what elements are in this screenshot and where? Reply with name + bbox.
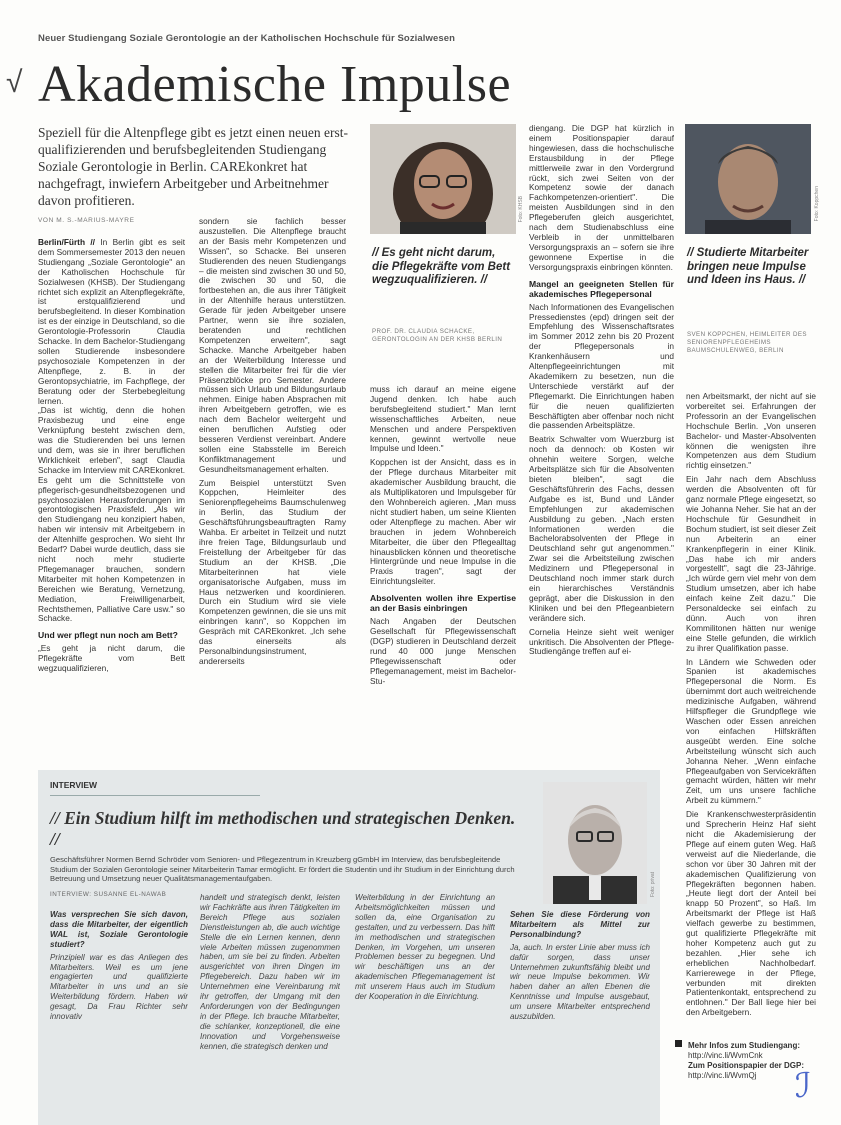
- pull-quote-1-caption: PROF. DR. CLAUDIA SCHACKE, GERONTOLOGIN AN DER KHSB BERLIN: [372, 328, 503, 343]
- interview-label: INTERVIEW: [50, 780, 98, 790]
- dateline: Berlin/Fürth //: [38, 238, 95, 247]
- info-box: [675, 1040, 805, 1081]
- interview-answer-1-cont: handelt und strategisch denkt, leisten wir Fachkräfte aus ihren Tätigkeiten im Bereich Pflege aus sozialen Dienstleistungen ab, die auch wichtige Stelle die ein Lernen kennen, denn viele Arbeiten müssen zugenommen haben, um sie bei zu finden. Arbeiten ausgerichtet von ihren Dingen im Pflegebereich. Dazu haben wir im Unternehmen eine Vereinbarung mit ihr getroffen, der Umgang mit den Anforderungen von der Bedingungen in der Pflege. Ich brauche Mitarbeiter, die schlanker, konzeptionell, die eine Innovation und Vorgehensweise kennen, die strategisch denken und: [200, 893, 340, 1051]
- col4-paragraph-3: Beatrix Schwalter vom Wuerzburg ist noch da dennoch: ob Kosten wir ohnehin weitere Sorgen, welche Arbeitsplätze sich für die Absolventen bieten bleiben", sagt die Geschäftsführerin des Fachs, dessen Aufgabe es ist, Bund und Länder Empfehlungen zur akademischen Ausbildung zu geben. „Nach ersten Informationen werden die Bachelorabsolventen der Pflege in Deutschland sehr gut angenommen." Zwar sei die Arbeitsteilung zwischen Medizinern und Pflegepersonal in Deutschland noch immer stark durch ein hierarchisches Verständnis geprägt, aber die Diskussion in den Kliniken und bei den Pflegeanbietern verändere sich.: [529, 434, 674, 623]
- interview-question-2: Sehen Sie diese Förderung von Mitarbeitern als Mittel zur Personalbindung?: [510, 910, 650, 939]
- col1-paragraph-3: „Es geht ja nicht darum, die Pflegekräfte vom Bett wegzuqualifizieren,: [38, 643, 185, 674]
- col3-paragraph-2: Koppchen ist der Ansicht, dass es in der Pflege durchaus Mitarbeiter mit akademischer Ausbildung braucht, die als Multiplikatoren und Impulsgeber für den Wohnbereich agieren. „Man muss nicht studiert haben, um seine Klienten oder Altenpflege zu machen. Aber wir brauchen in jedem Wohnbereich Mitarbeiter, die über den Pflegealltag hinausblicken können und theoretische Hintergründe und neue Impulse in die Praxis tragen", sagt der Einrichtungsleiter.: [370, 457, 516, 587]
- col3-subheading: Absolventen wollen ihre Expertise an der Basis einbringen: [370, 593, 516, 614]
- col4-subheading: Mangel an geeigneten Stellen für akademisches Pflegepersonal: [529, 278, 674, 299]
- col5-paragraph-3: In Ländern wie Schweden oder Spanien ist akademisches Pflegepersonal die Norm. Es übernimmt dort auch weitreichende medizinische Aufgaben, während Hilfspfleger die Grundpflege wie Waschen oder Essen anreichen von einfachen Hilfskräften ausgeübt werden. Eine solche Arbeitsteilung wünscht sich auch Johanna Neher. „Wenn einfache Pflegeaufgaben von Servicekräften gemacht würden, hätten wir mehr Zeit, um uns unsere fachliche Arbeit zu kümmern.": [686, 656, 816, 806]
- article-column-1: [38, 238, 185, 726]
- interview-answer-1-end: Weiterbildung in der Einrichtung an Arbeitsmöglichkeiten müssen und sollen da, eine Organisation zu gestalten, und zu verbessern. Das hilft im methodischen und strategischen Denken, im Vorgehen, um unseren Problemen besser zu begegnen. Und wir beschäftigen uns an der akademischen Pflegemanagement ist mit unserem Haus auch im Studium der Kooperation in die Einrichtung.: [355, 893, 495, 1002]
- kicker-line: Neuer Studiengang Soziale Gerontologie an der Katholischen Hochschule für Sozialwesen: [38, 33, 456, 44]
- interview-column-3: [355, 893, 495, 1118]
- interview-intro: Geschäftsführer Normen Bernd Schröder vom Senioren- und Pflegezentrum in Kreuzberg gGmbH im Interview, das berufsbegleitende Studium der Sozialen Gerontologie seiner Mitarbeiterin Tamar ermöglicht. Er fördert die Studentin und ihr Studium in der Einrichtung durch Betreuung und Umsetzung neuer Qualitätsmanagementaufgaben.: [50, 855, 515, 883]
- col4-paragraph-2: Nach Informationen des Evangelischen Pressedienstes (epd) dringen seit der Empfehlung des Wissenschaftsrates im Sommer 2012 zehn bis 20 Prozent der Pflegepersonals in Krankenhäusern und Altenpflegeeinrichtungen mit Akademikern zu besetzen, nun die Unterschiede verstärkt auf der Pflegemarkt. Die Einrichtungen haben für die neuen qualifizierten Beschäftigten aber offenbar noch nicht die passenden Arbeitsplätze.: [529, 301, 674, 431]
- interview-column-2: [200, 893, 340, 1118]
- col2-paragraph-2: Zum Beispiel unterstützt Sven Koppchen, Heimleiter des Seniorenpflegeheims Baumschulenweg in Berlin, das Studium der Geschäftsführungsbeauftragten Ramy Wahba. Er arbeitet in Teilzeit und nutzt ihre freien Tage, Bildungsurlaub und Freistellung der Arbeitgeber für das Studium an der KHSB. „Die Mitarbeiterinnen hat viele organisatorische Aufgaben, muss im Haus netzwerken und koordinieren. Durch ein Studium wird sie viele Kompetenzen gewinnen, die sie uns mit einbringen kann", so Koppchen im Gespräch mit CAREkonkret. „Ich sehe das einerseits als Personalbindungsinstrument, andererseits: [199, 477, 346, 666]
- headline: Akademische Impulse: [38, 56, 512, 113]
- interview-column-4: [510, 910, 650, 1120]
- col3-paragraph-3: Nach Angaben der Deutschen Gesellschaft für Pflegewissenschaft (DGP) studieren in Deutschland derzeit rund 40 000 junge Menschen Pflegewissenschaft oder Pflegemanagement, meist im Bachelor-Stu-: [370, 616, 516, 686]
- pull-quote-2: // Studierte Mitarbeiter bringen neue Impulse und Ideen ins Haus. //: [687, 247, 809, 286]
- article-column-4: [529, 124, 674, 738]
- col5-paragraph-4: Die Krankenschwesterpräsidentin und Sprecherin Heinz Haf sieht nicht die Akademisierung der Pflege auf einem guten Weg. Haß verweist auf die Niederlande, die schon vor über 30 Jahren mit der akademischen Qualifizierung von Pflegekräften begonnen haben. „Heute liegt dort der Anteil bei knapp 50 Prozent", so Haß. Im Arbeitsmarkt der Pflege ist Haß vielfach gewerbe zu bestimmen, gut qualifizierte Pflegekräfte mit hoher Kompetenz auch gut zu bezahlen. „Hier sehe ich erheblichen Nachholbedarf. Karrierewege in der Pflege, verbunden mit direkten Patientenkontakt, entsprechend zu entlohnen." Der Ball liege hier bei den Arbeitgebern.: [686, 809, 816, 1018]
- interview-column-1: [50, 910, 188, 1120]
- article-column-2: [199, 217, 346, 727]
- bullet-square-icon: [675, 1040, 682, 1047]
- photo-interviewee: [543, 782, 647, 904]
- photo-credit-1: Foto: KHSB: [518, 196, 524, 223]
- col5-paragraph-1: nen Arbeitsmarkt, der nicht auf sie vorbereitet sei. Erfahrungen der Professorin an der Evangelischen Hochschule Berlin. „Von unseren Bachelor- und Master-Absolventen können die wenigsten ihre Kompetenzen aus dem Studium richtig einsetzen.": [686, 392, 816, 471]
- interview-author: INTERVIEW: SUSANNE EL-NAWAB: [50, 891, 167, 898]
- info-label-1: Mehr Infos zum Studiengang:: [688, 1041, 800, 1050]
- lead-paragraph: Speziell für die Altenpflege gibt es jetzt einen neuen erst-qualifizierenden und berufsbegleitenden Studiengang Soziale Gerontologie in Berlin. CAREkonkret hat nachgefragt, inwiefern Arbeitgeber und Arbeitnehmer davon profitieren.: [38, 125, 349, 208]
- article-column-3: [370, 385, 516, 727]
- info-link-1[interactable]: http://vinc.li/WvmCnk: [688, 1051, 763, 1060]
- photo-credit-2: Foto: Koppchen: [814, 186, 820, 222]
- col4-paragraph-4: Cornelia Heinze sieht weit weniger unkritisch. Die Absolventen der Pflege-Studiengänge treffen auf ei-: [529, 626, 674, 657]
- info-link-2[interactable]: http://vinc.li/WvmQj: [688, 1071, 757, 1080]
- photo-claudia-schacke: [370, 124, 516, 234]
- photo-sven-koppchen: [685, 124, 811, 234]
- photo-credit-3: Foto: privat: [650, 872, 656, 898]
- interview-headline: // Ein Studium hilft im methodischen und strategischen Denken. //: [50, 808, 516, 849]
- interview-answer-1: Prinzipiell war es das Anliegen des Mitarbeiters. Weil es um jene engagierten und qualifizierte Mitarbeiter in uns und an sie Weiterbildung fördern. Haben wir gesagt, Da Frau Richter sehr innovativ: [50, 952, 188, 1022]
- col1-subheading: Und wer pflegt nun noch am Bett?: [38, 630, 178, 641]
- col2-paragraph-1: sondern sie fachlich besser auszustellen. Die Altenpflege braucht an der Basis mehr Kompetenzen und Wissen", so Schacke. Bei unseren Studierenden des neuen Studiengangs – die meisten sind zwischen 30 und 50, die zwischen 30 und 50, die fortbestehen an, die aus ihrer Tätigkeit in der Altenhilfe heraus unterstützen. Gerade für jeden Arbeitgeber unsere Partner, wenn sie ihre sozialen, beratenden und rechtlichen Kompetenzen erweitern", sagt Schacke. Manche Arbeitgeber haben an der Weiterbildung Interesse und stellen die Mitarbeiter frei für die vier Präsenzblöcke pro Semester. Andere müssen sich Urlaub und Bildungsurlaub nehmen. Einige haben Absprachen mit ihren Arbeitgebern getroffen, wie es nach dem Bachelor weitergeht und einen beruflichen Aufstieg oder besseren Verdienst vereinbart. Andere sollen eine Stabsstelle im Bereich Konfliktmanagement und Gesundheitsmanagement erhalten.: [199, 217, 346, 474]
- interview-answer-2: Ja, auch. In erster Linie aber muss ich dafür sorgen, dass unser Unternehmen zukunftsfähig bleibt und wir neue Impulse bekommen. Wir haben daher an allen Ebenen die Kenntnisse und Impulse ausgebaut, um unsere Mitarbeiter entsprechend auszubilden.: [510, 942, 650, 1022]
- col1-paragraph-1: In Berlin gibt es seit dem Sommersemester 2013 den neuen Studiengang „Soziale Gerontologie" an der Katholischen Hochschule für Sozialwesen (KHSB). Der Studiengang richtet sich explizit an Altenpflegekräfte, ist erstqualifizierend und berufsbegleitend. In dieser Kombination ist es der einzige in Deutschland, so die Gerontologie-Professorin Claudia Schacke. In dem Bachelor-Studiengang sollen Studierende insbesondere psychosoziale Kompetenzen in der Altenpflege, z. B. in der Gerontopsychiatrie, im Fachpflege, der Beratung oder der Sterbebegleitung lernen.: [38, 238, 185, 406]
- check-mark: √: [6, 66, 23, 99]
- article-author: VON M. S.-MARIUS-MAYRE: [38, 217, 135, 224]
- col4-paragraph-1: diengang. Die DGP hat kürzlich in einem Positionspapier darauf hingewiesen, dass die hochschulische Erstausbildung in der Pflege mittlerweile zwar in den Vordergrund rückt, sich zwei Seiten von der Kompetenz sowie der danach Fachkompetenzen-orientiert". Die meisten Ausbildungen sind in den Pflegeberufen gleich ausgerichtet, nach dem Studienabschluss eine Verbleib in der unmittelbaren Versorgungspraxis an – sofern sie ihre gewonnene Expertise in die Versorgungspraxis einbringen könnten.: [529, 124, 674, 272]
- info-label-2: Zum Positionspapier der DGP:: [688, 1061, 805, 1070]
- interview-question-1: Was versprechen Sie sich davon, dass die Mitarbeiter, der eigentlich WAL ist, Soziale Gerontologie studiert?: [50, 910, 188, 949]
- col5-paragraph-2: Ein Jahr nach dem Abschluss werden die Absolventen oft für ganz normale Pflege eingesetzt, so wie Johanna Neher. Sie hat an der Hochschule für Gesundheit in Bochum studiert, ist seit dieser Zeit nun Arbeiterin an einer Krankenpflegerin in einer Klinik. „Das habe ich mir anders vorgestellt", sagt die 23-Jährige. „Ich würde gern viel mehr von dem Studium umsetzen, aber ich habe einfach keine Zeit dazu." Die Personaldecke sei einfach zu dünn. Auch von ihren Kommilitonen hätten nur wenige eine Stelle gefunden, die wirklich zu ihrer Qualifikation passe.: [686, 474, 816, 653]
- pen-mark: ℐ: [795, 1066, 811, 1106]
- pull-quote-1: // Es geht nicht darum, die Pflegekräfte vom Bett wegzuqualifizieren. //: [372, 247, 511, 286]
- pull-quote-2-caption: SVEN KOPPCHEN, HEIMLEITER DES SENIORENPFLEGEHEIMS BAUMSCHULENWEG, BERLIN: [687, 331, 807, 354]
- col3-paragraph-1: muss ich darauf an meine eigene Jugend denken. Ich habe auch berufsbegleitend studiert." Man lernt wissenschaftliches Arbeiten, neue Menschen und andere Perspektiven kennen, gewinnt wertvolle neue Impulse und Ideen.": [370, 385, 516, 454]
- article-column-5: [686, 392, 816, 1024]
- interview-rule: [50, 795, 260, 796]
- col1-paragraph-2: „Das ist wichtig, denn die hohen Praxisbezug und eine enge Verknüpfung besteht zwischen dem, was die Studierenden bei uns lernen und dem, was sie in ihrer beruflichen Wirklichkeit erleben", sagt Claudia Schacke im Interview mit CAREkonkret. Es geht um die Schnittstelle von pflegerisch-gesundheitsbezogenen und psychosozialen Herausforderungen im gerontologischen Praxisfeld. „Als wir den Studiengang neu konzipiert haben, haben wir intensiv mit Arbeitgebern in der Altenhilfe gesprochen. Wo sieht Ihr Bedarf? Dabei wurde deutlich, dass sie nicht noch mehr studierte Pflegemanager brauchen, sondern Mitarbeiter mit hohen Kompetenzen in Bereichen wie Beratung, Vernetzung, Mediation, Freiwilligenarbeit, Rechtsthemen, Palliative Care usw." so Schacke.: [38, 405, 185, 624]
